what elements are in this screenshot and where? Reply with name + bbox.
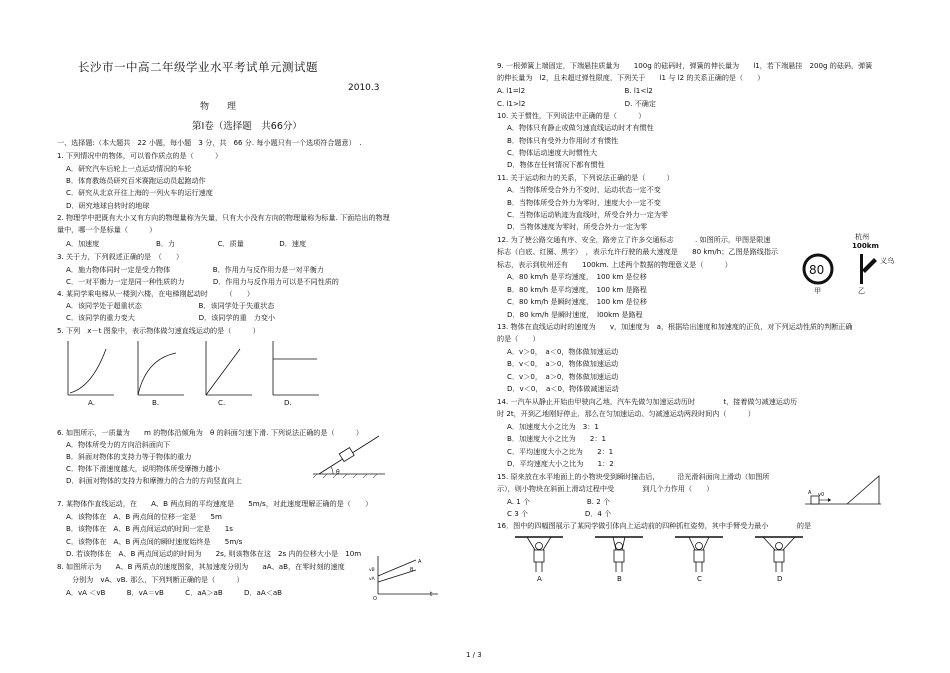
q8-options: A．vA ＜vB B．vA＝vB C．aA＞aB D．aA＜aB (66, 588, 283, 597)
q4-options-ab: A．该同学处于超重状态 B．该同学处于失重状态 (66, 301, 275, 310)
q12-option-a: A．80 km/h 是平均速度， 100 km 是位移 (507, 272, 647, 281)
q1-option-d: D．研究地球自转时的地球 (66, 201, 150, 210)
q5-label-d: D. (284, 398, 292, 407)
page-title: 长沙市一中高二年级学业水平考试单元测试题 (78, 60, 318, 74)
q10-option-c: C．物体运动速度大时惯性大 (507, 148, 598, 157)
q8-line-a-label: A (418, 559, 422, 565)
q7-option-c: C．该物体在 A、B 两点间的瞬时速度始终是 5m/s (66, 537, 243, 546)
q1-option-c: C．研究从北京开往上海的一列火车的运行速度 (66, 188, 213, 197)
q5-label-b: B. (152, 398, 160, 407)
q9-options-ab: A. l1=l2 B. l1<l2 (497, 86, 653, 95)
sign-right-destination: 义乌 (880, 256, 895, 265)
q7-option-b: B．该物体在 A、B 两点间运动的时间一定是 1s (66, 524, 233, 533)
q2-options: A．加速度 B．力 C．质量 D．速度 (66, 239, 307, 248)
q13-stem-cont: 的是（ ） (497, 334, 540, 343)
sign-destination: 杭州 (855, 232, 870, 241)
speed-limit-number: 80 (809, 263, 825, 277)
q3-options-ab: A．施力物体同时一定是受力物体 B．作用力与反作用力是一对平衡力 (66, 265, 324, 274)
q7-option-d: D. 若该物体在 A、B 两点间运动的时间为 2s, 则该物体在这 2s 内的位移大小是 10m (66, 549, 362, 558)
q2-stem-cont: 量中，哪一个是标量（ ） (57, 225, 157, 234)
q11-option-d: D．当物体速度为零时，所受合外力一定为零 (507, 222, 648, 231)
q12-stem-cont1: 标志（白底、红圈、黑字） ，表示允许行驶的最大速度是 80 km/h；乙图是路线指示 (497, 247, 779, 256)
q2-stem: 2. 物理学中把既有大小又有方向的物理量称为矢量，只有大小没有方向的物理量称为标量. 下面给出的物理 (57, 213, 390, 222)
q8-t-label: t (430, 591, 433, 598)
q5-label-a: A. (88, 398, 95, 407)
graph-b (138, 341, 184, 395)
q6-angle-label: θ (336, 469, 340, 476)
q6-option-d: D．斜面对物体的支持力和摩擦力的合力的方向竖直向上 (66, 476, 242, 485)
q13-option-b: B．v＜0， a＞0，物体做加速运动 (507, 359, 619, 368)
q5-label-c: C. (218, 398, 226, 407)
pullup-figure-c (675, 537, 723, 572)
q16-label-b: B (617, 574, 622, 583)
sign-label-jia: 甲 (814, 286, 822, 295)
q13-stem: 13. 物体在直线运动时的速度为 v，加速度为 a，根据给出速度和加速度的正负，对下列运动性质的判断正确 (497, 322, 853, 331)
sign-distance: 100km (852, 241, 879, 250)
q14-option-c: C．平均速度大小之比为 2：1 (507, 447, 614, 456)
q8-stem-cont: 分别为 vA、vB. 那么，下列判断正确的是（ ） (72, 575, 244, 584)
graph-c (206, 341, 252, 395)
q6-option-c: C．物体下滑速度越大，说明物体所受摩擦力越小 (66, 464, 220, 473)
q5-stem: 5. 下列 x－t 图象中，表示物体做匀速直线运动的是（ ） (57, 326, 260, 335)
sign-label-yi: 乙 (858, 286, 866, 295)
q8-line-b-label: B (410, 567, 414, 573)
q15-stem-cont: 示），则小物块在斜面上滑动过程中受 到几个力作用（ ） (497, 484, 714, 493)
q15-stem: 15. 原来放在水平地面上的小物块受到瞬时撞击后， 沿光滑斜面向上滑动（如图所 (497, 472, 770, 481)
graph-d (273, 341, 319, 395)
q10-option-b: B．物体只有受外力作用时才有惯性 (507, 136, 619, 145)
q14-option-a: A．加速度大小之比为 3：1 (507, 422, 599, 431)
q10-option-d: D．物体在任何情况下都有惯性 (507, 160, 605, 169)
q10-stem: 10. 关于惯性，下列说法中正确的是（ ） (497, 111, 646, 120)
q12-stem: 12. 为了使公路交通有序、安全，路旁立了许多交通标志 . 如图所示，甲图是限速 (497, 235, 771, 244)
q4-stem: 4. 某同学乘电梯从一楼到六楼，在电梯刚起动时 （ ） (57, 289, 255, 298)
q6-option-b: B．斜面对物体的支持力等于物体的重力 (66, 452, 192, 461)
q1-stem: 1. 下列情况中的物体，可以看作质点的是（ ） (57, 151, 223, 160)
exam-date: 2010.3 (348, 83, 380, 93)
q8-stem: 8. 如图所示为 A、B 两质点的速度图象，其加速度分别为 aA、aB，在零时刻的速度 (57, 562, 345, 571)
pullup-figure-a (515, 537, 563, 572)
q6-stem: 6. 如图所示，一质量为 m 的物体沿倾角为 θ 的斜面匀速下滑. 下列说法正确的是（ ） (57, 428, 363, 437)
q14-stem-cont: 时 2t，开到乙地刚好停止．那么在匀加速运动、匀减速运动两段时间内（ ） (497, 409, 755, 418)
q15-v0-label: v0 (818, 492, 825, 498)
q15-incline-figure (805, 470, 885, 510)
page-number: 1 / 3 (466, 651, 482, 659)
q15-block-label: A (808, 490, 812, 496)
q11-option-c: C．当物体运动轨迹为直线时，所受合外力一定为零 (507, 210, 669, 219)
pullup-figure-b (595, 537, 643, 572)
q4-options-cd: C．该同学的重力变大 D．该同学的重 力变小 (66, 313, 276, 322)
q12-option-b: B．80 km/h 是平均速度， 100 km 是路程 (507, 285, 647, 294)
q14-option-d: D．平均速度大小之比为 1：2 (507, 459, 614, 468)
q11-stem: 11. 关于运动和力的关系，下列说法正确的是（ ） (497, 173, 674, 182)
subject-label: 物 理 (200, 102, 237, 112)
q6-option-a: A．物体所受力的方向沿斜面向下 (66, 440, 171, 449)
q12-option-d: D．80 km/h 是瞬时速度， l00km 是路程 (507, 310, 643, 319)
q13-option-a: A．v＞0， a＜0，物体做加速运动 (507, 347, 619, 356)
q3-options-cd: C．一对平衡力一定是同一种性质的力 D．作用力与反作用力可以是不同性质的 (66, 277, 339, 286)
q6-incline-figure (313, 430, 393, 480)
q9-options-cd: C. l1>l2 D. 不确定 (497, 99, 656, 108)
q10-option-a: A．物体只有静止或做匀速直线运动时才有惯性 (507, 123, 654, 132)
q15-options-ab: A. 1 个 B. 2 个 (507, 497, 611, 506)
q16-label-d: D (777, 574, 783, 583)
q16-label-a: A (537, 574, 542, 583)
q7-option-a: A．该物体在 A、B 两点间的位移一定是 5m (66, 512, 222, 521)
q8-vb-label: vB (369, 568, 375, 573)
graph-a (68, 341, 114, 395)
q11-option-b: B．当物体所受合外力为零时，速度大小一定不变 (507, 198, 661, 207)
q16-label-c: C (697, 574, 702, 583)
q13-option-c: C．v＞0， a＞0，物体做加速运动 (507, 372, 619, 381)
q9-stem-cont: 的伸长量为 l2，且未超过弹性限度，下列关于 l1 与 l2 的关系正确的是（ ） (497, 73, 765, 82)
q14-option-b: B．加速度大小之比为 2：1 (507, 434, 607, 443)
instructions: 一、选择题:（本大题共 22 小题，每小题 3 分，共 66 分. 每小题只有一个选项符合题意） . (57, 138, 362, 147)
q16-pullup-figures (515, 534, 805, 574)
q12-option-c: C．80 km/h 是瞬时速度， 100 km 是位移 (507, 297, 647, 306)
section-title: 第Ⅰ卷（选择题 共66分） (192, 121, 302, 132)
q5-graphs (62, 337, 322, 407)
q8-origin-label: O (373, 596, 377, 602)
q13-option-d: D．v＜0， a＜0，物体做减速运动 (507, 384, 619, 393)
q11-option-a: A．当物体所受合外力不变时，运动状态一定不变 (507, 185, 661, 194)
q3-stem: 3. 关于力，下列叙述正确的是 （ ） (57, 252, 184, 261)
pullup-figure-d (755, 537, 803, 572)
q1-option-a: A．研究汽车后轮上一点运动情况的车轮 (66, 164, 192, 173)
q9-stem: 9. 一根弹簧上端固定，下端悬挂质量为 100g 的砝码时，弹簧的伸长量为 l1，若下端悬挂 200g 的砝码，弹簧 (497, 61, 873, 70)
q15-options-cd: C 3 个 D．4 个 (507, 509, 612, 518)
q1-option-b: B．体育教练员研究百米赛跑运动员起跑动作 (66, 176, 206, 185)
q14-stem: 14. 一汽车从静止开始由甲驶向乙地，汽车先做匀加速运动历时 t，接着做匀减速运动历 (497, 397, 798, 406)
q7-stem: 7. 某物体作直线运动，在 A、B 两点间的平均速度是 5m/s，对此速度理解正确的是（ ） (57, 499, 373, 508)
q8-va-label: vA (369, 577, 375, 582)
q12-stem-cont2: 标志，表示到杭州还有 100km. 上述两个数据的物理意义是（ ） (497, 260, 732, 269)
q16-stem: 16．图中的四幅图展示了某同学做引体向上运动前的四种抓杠姿势，其中手臂受力最小 的是 (497, 521, 812, 530)
